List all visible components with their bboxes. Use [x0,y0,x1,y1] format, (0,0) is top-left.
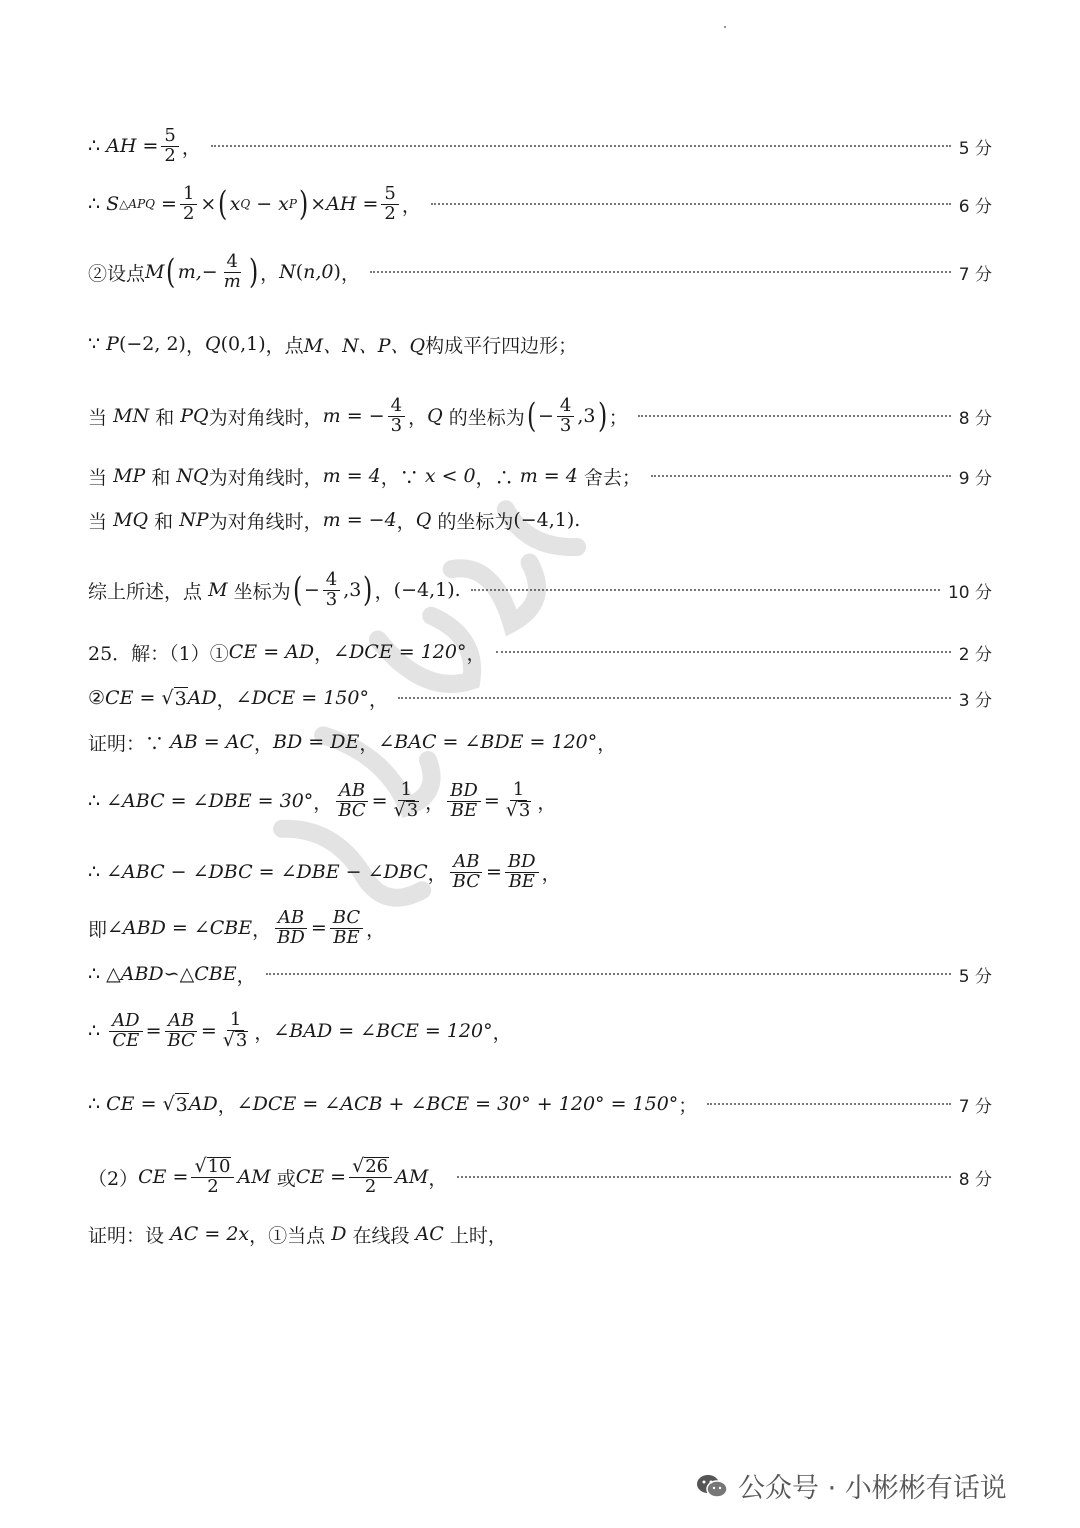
text: 综上所述，点 [88,580,203,603]
leader-dots [370,271,951,273]
separator: ， [260,262,280,285]
leader-dots [398,697,951,699]
text: 上时， [449,1224,507,1247]
x-variable: x [229,193,241,215]
separator: ， [425,791,445,814]
paren-open: ( [118,333,127,355]
expression: CE = AD [228,641,315,663]
fraction: $\frac{1}{2}$ [180,185,197,224]
text: ，点 [265,334,304,357]
punctuation: ； [678,1094,698,1117]
minus-sign: − [256,193,273,215]
leader-dots [211,145,951,147]
expression: m = 4 [322,465,381,487]
punctuation: . [454,579,461,601]
text: ，①当点 [249,1224,326,1247]
therefore-symbol: ∴ [88,790,101,812]
point-m: M [208,579,228,601]
fraction: 1 √ 3 [222,1009,248,1051]
leader-dots [471,589,940,591]
expression: ∠DCE = ∠ACB + ∠BCE = 30° + 120° = 150° [236,1093,679,1115]
segment-label: PQ [180,405,209,427]
solution-line-7 [88,502,992,538]
text: ，∵ [380,466,419,489]
fraction: √ 26 2 [349,1157,392,1197]
expression: ∠ABD = ∠CBE [107,917,253,939]
paren-open: ( [292,570,302,610]
point-list: M、N、P、Q [303,334,426,357]
point-p: P [106,333,119,355]
segment-label: AD [188,1093,218,1115]
therefore-symbol: ∴ [88,1020,101,1042]
score-label: 7 分 [958,264,992,285]
coordinate: (−4,1) [513,509,575,531]
score-label: 2 分 [958,644,992,665]
fraction: √ 10 2 [191,1157,234,1197]
text: 当 [88,510,108,533]
fraction: $\frac{BD}{BE}$ [505,853,539,892]
therefore-symbol: ∴ [88,861,101,883]
line-prefix: 即 [88,918,108,941]
punctuation: ， [466,642,486,665]
fraction: $\frac{AB}{BC}$ [450,853,483,892]
solution-line-18 [88,1148,992,1206]
equals-sign: = [142,135,159,157]
equals-sign: = [200,1020,217,1042]
point-n: N [279,261,296,283]
fraction: $\frac{4}{m}$ [223,250,241,292]
text: 坐标为 [233,580,291,603]
therefore-symbol: ∴ [88,135,101,157]
separator: ， [254,732,274,755]
separator: ， [216,688,236,711]
paren-open: ( [166,252,176,292]
score-label: 8 分 [958,408,992,429]
coordinate-tail: ,3 [577,405,596,427]
area-subscript: △APQ [119,197,155,211]
score-label: 3 分 [958,690,992,711]
paren-open: ( [526,396,537,436]
therefore-symbol: ∴ [88,963,101,985]
punctuation: ； [608,406,628,429]
paren-close: ) [363,570,373,610]
leader-dots [496,651,951,653]
therefore-symbol: ∴ [88,1093,101,1115]
score-label: 6 分 [958,196,992,217]
square-root: √ 3 [162,1092,188,1116]
expression: CE = [295,1166,347,1188]
text: 为对角线时， [208,406,323,429]
text: 为对角线时， [208,466,323,489]
separator: ， [185,334,205,357]
separator: ， [217,1094,237,1117]
point-args: m,− [177,261,218,283]
fraction: $\frac{AD}{CE}$ [109,1012,142,1051]
area-symbol: S [106,193,120,215]
expression: CE = [138,1166,189,1188]
score-label: 9 分 [958,468,992,489]
paren-close: ) [248,252,259,292]
punctuation: . [574,509,581,531]
separator: ， [359,732,379,755]
text: 舍去； [583,466,641,489]
expression: AB = AC [170,731,255,753]
separator: ， [427,862,447,885]
segment-label: AC [415,1223,444,1245]
segment-label: NP [179,509,209,531]
footer-brand [696,1466,1007,1505]
p-subscript: P [288,197,297,211]
expression: ∠DCE = 120° [333,641,467,663]
solution-line-17 [88,1086,992,1122]
fraction: $\frac{4}{3}$ [557,397,574,436]
therefore-symbol: ∴ [88,193,101,215]
point-args: n,0 [303,261,334,283]
solution-line-9 [88,634,992,670]
separator: ， [408,406,428,429]
coordinate: (−4,1) [393,579,455,601]
expression: ∠BAC = ∠BDE = 120° [378,731,598,753]
expression: BD = DE [273,731,360,753]
coordinate-tail: ,3 [343,579,362,601]
paren-close: ) [333,261,341,283]
text: 的坐标为 [448,406,525,429]
score-label: 5 分 [958,966,992,987]
fraction: $\frac{5}{2}$ [381,185,398,224]
expression: CE = [105,687,156,709]
separator: ， [252,918,272,941]
minus-sign: − [303,579,320,601]
fraction: $\frac{AB}{BC}$ [165,1012,198,1051]
leader-dots [457,1176,950,1178]
text: 当 [88,466,108,489]
solution-line-14 [88,900,992,956]
expression: ∠BAD = ∠BCE = 120° [273,1020,493,1042]
equals-sign: = [145,1020,162,1042]
expression: △ABD∽△CBE [106,963,237,985]
solution-line-2 [88,178,992,230]
solution-line-6 [88,458,992,494]
equals-sign: = [486,861,502,883]
equals-sign: = [161,193,177,215]
fraction: $\frac{AB}{BC}$ [335,782,368,821]
solution-line-11 [88,724,992,760]
point-q: Q [427,405,443,427]
point-q: Q [415,509,432,531]
times-sign: × [200,193,217,215]
wechat-icon [696,1473,728,1499]
line-prefix: ②设点 [88,262,146,285]
equals-sign: = [310,917,327,939]
text: 和 [154,510,174,533]
point-args: −2, 2 [126,333,179,355]
expression: AC = 2x [170,1223,250,1245]
text: 和 [151,466,171,489]
segment-label: MN [113,405,150,427]
text: 和 [155,406,175,429]
text: 为对角线时， [208,510,323,533]
line-prefix: 证明：∵ [88,732,165,755]
line-prefix: 证明：设 [88,1224,165,1247]
score-label: 7 分 [958,1096,992,1117]
point-args: 0,1 [227,333,259,355]
line-prefix: ② [88,687,106,709]
punctuation: ， [597,732,617,755]
leader-dots [707,1103,950,1105]
point-m: M [145,261,165,283]
paren-open: ( [220,333,228,355]
text: 构成平行四边形； [425,334,578,357]
variable-m: m [322,405,341,427]
segment-label: MP [113,465,146,487]
fraction: $\frac{AB}{BD}$ [274,909,308,948]
question-prefix: 25．解：（1）① [88,642,229,665]
expression: m = 4 [519,465,578,487]
text: ，∴ [475,466,514,489]
expression: ∠DCE = 150° [235,687,369,709]
solution-line-16 [88,1002,992,1060]
paren-open: ( [295,261,304,283]
segment-label: AM [395,1166,429,1188]
text: 在线段 [352,1224,410,1247]
separator: ， [396,510,416,533]
punctuation: ， [366,918,386,941]
paren-close: ) [298,184,309,224]
equals-sign: = [483,790,500,812]
segment-label: MQ [113,509,149,531]
equals-sign: = [371,790,388,812]
expression: CE = [106,1093,157,1115]
score-label: 5 分 [958,138,992,159]
segment-label: NQ [176,465,209,487]
score-label: 8 分 [958,1169,992,1190]
text: 当 [88,406,108,429]
top-dot [724,26,726,28]
expression: ∠ABC − ∠DBC = ∠DBE − ∠DBC [106,861,428,883]
expression: x < 0 [424,465,476,487]
footer-text: 公众号 · 小彬彬有话说 [738,1473,1007,1504]
point-q: Q [204,333,221,355]
separator: ， [374,580,394,603]
solution-line-4 [88,326,992,362]
punctuation: ， [401,194,421,217]
leader-dots [266,973,951,975]
solution-line-15 [88,956,992,992]
expression-tail: ×AH = [310,193,379,215]
solution-line-8 [88,562,992,618]
minus-sign: − [538,405,554,427]
q-subscript: Q [240,197,251,211]
punctuation: ， [236,964,256,987]
point-d: D [331,1223,347,1245]
expression: ∠ABC = ∠DBE = 30° [106,790,314,812]
separator: ， [314,642,334,665]
punctuation: ， [541,862,561,885]
score-label: 10 分 [947,582,992,603]
expression: m = −4 [322,509,397,531]
leader-dots [638,415,951,417]
fraction: $\frac{5}{2}$ [161,127,178,166]
leader-dots [431,203,951,205]
solution-line-5 [88,388,992,444]
leader-dots [651,475,951,477]
separator: ， [254,1021,274,1044]
equals-sign: = − [346,405,385,427]
solution-line-19 [88,1216,992,1252]
solution-line-3 [88,244,992,300]
punctuation: ， [340,262,360,285]
square-root: √ 3 [161,686,187,710]
paren-close: ) [178,333,186,355]
punctuation: ， [537,791,557,814]
paren-close: ) [258,333,266,355]
line-prefix: （2） [88,1167,139,1190]
separator: ， [313,791,333,814]
segment-label: AH [106,135,137,157]
solution-line-13 [88,844,992,900]
fraction: $\frac{BD}{BE}$ [447,782,481,821]
text: 的坐标为 [437,510,514,533]
x-variable: x [278,193,289,215]
punctuation: ， [492,1021,512,1044]
paren-close: ) [597,396,607,436]
solution-line-1 [88,120,992,172]
because-symbol: ∵ [88,333,101,355]
fraction: $\frac{4}{3}$ [323,571,340,610]
solution-line-10 [88,680,992,716]
solution-line-12 [88,772,992,830]
fraction: 1 √ 3 [505,779,531,821]
fraction: $\frac{4}{3}$ [388,397,405,436]
segment-label: AD [187,687,217,709]
punctuation: ， [428,1167,448,1190]
fraction: $\frac{BC}{BE}$ [330,909,363,948]
paren-open: ( [218,184,228,224]
segment-label: AM [237,1166,271,1188]
text: 或 [276,1167,296,1190]
punctuation: ， [368,688,388,711]
punctuation: ， [181,136,201,159]
fraction: 1 √ 3 [393,779,419,821]
